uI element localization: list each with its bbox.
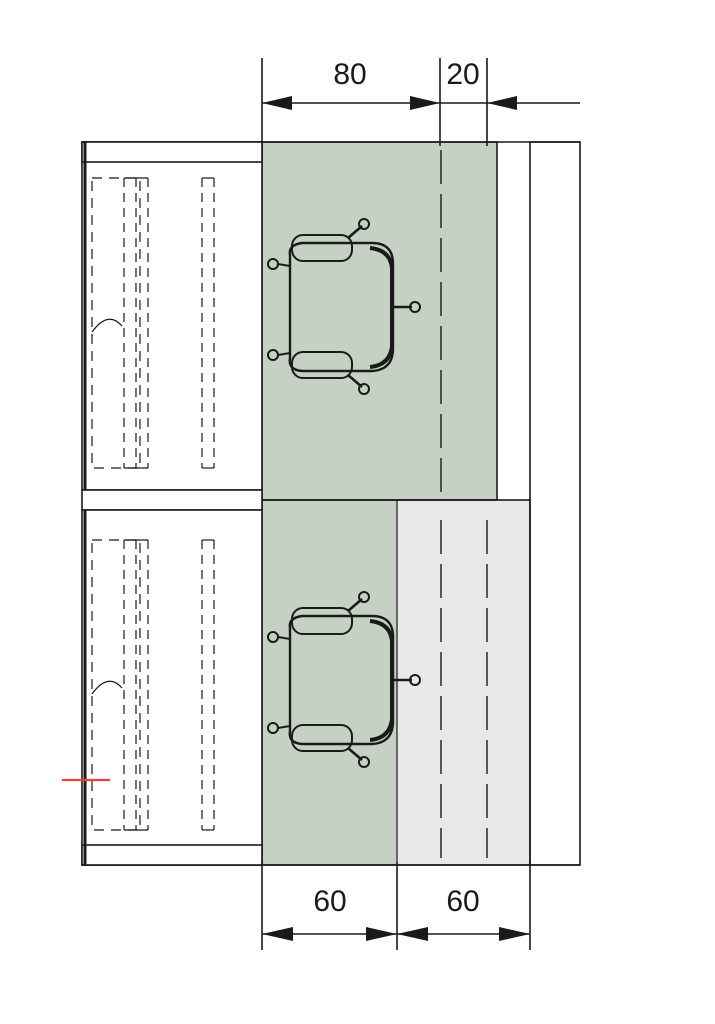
bottom-dimension-group [262,862,530,950]
arrow-bottom-60a-left [262,927,293,941]
arrow-bottom-60a-right [366,927,397,941]
dim-label-bottom-60-right: 60 [446,885,480,918]
arrow-top-20-right [487,96,517,110]
dim-label-bottom-60-left: 60 [313,885,347,918]
arrow-top-80-left [262,96,292,110]
cabinet-upper-body [82,142,262,490]
cabinet-lower [62,510,262,865]
dim-label-top-80: 80 [333,58,367,91]
cabinet-divider-band [82,490,262,510]
cabinet-lower-bottom-band [82,845,262,865]
arrow-bottom-60b-right [499,927,530,941]
cabinet-divider-rect [82,490,262,510]
aisle-lower-fill [262,500,397,865]
right-block-outline [530,142,580,865]
bay-lower-right-fill [397,500,530,865]
cabinet-lower-body [82,510,262,865]
cabinet-upper [82,142,262,490]
top-dimension-group [262,58,580,146]
region-fills [262,142,530,865]
arrow-bottom-60b-left [397,927,428,941]
dim-label-top-20: 20 [446,58,480,91]
cabinet-upper-top-band [82,142,262,162]
aisle-upper-fill [262,142,497,500]
